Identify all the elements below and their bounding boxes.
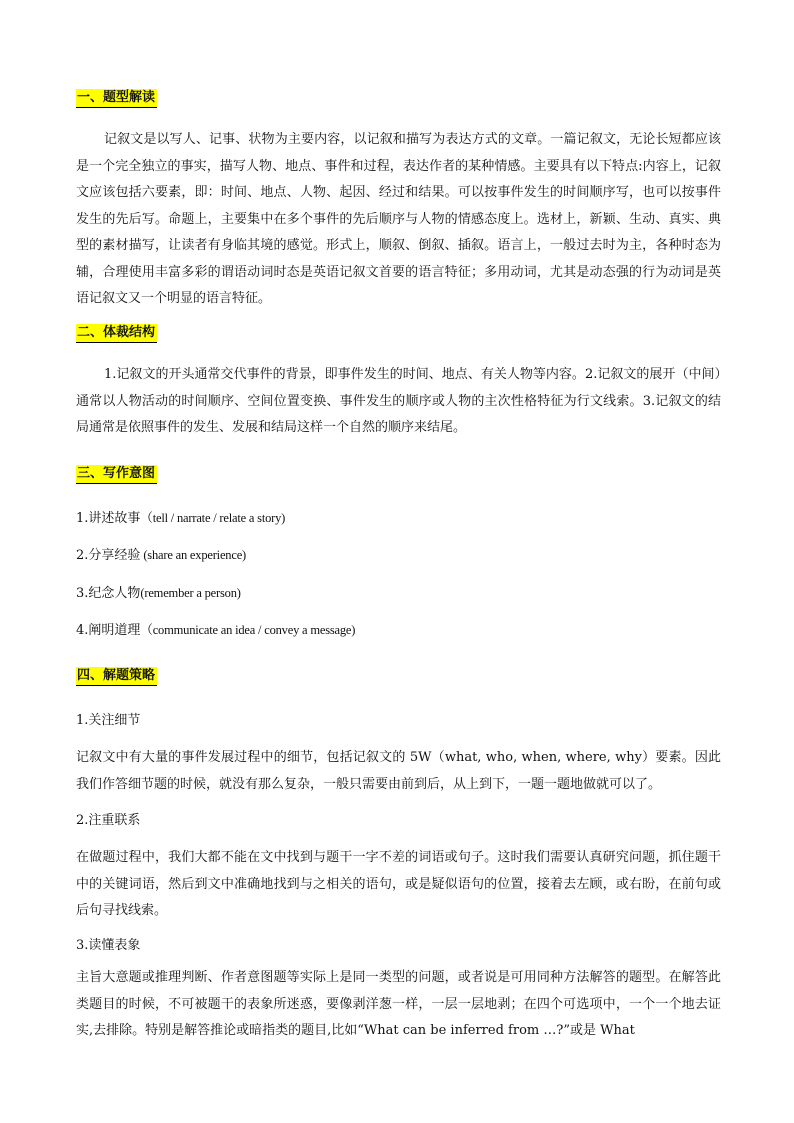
section-heading-1: 一、题型解读 xyxy=(76,89,157,108)
intent-item-1-cn: 1.讲述故事 xyxy=(76,511,141,526)
strategy-sub-1: 1.关注细节 xyxy=(76,713,141,728)
section-heading-3: 三、写作意图 xyxy=(76,465,157,484)
strategy-sub-2-paragraph: 在做题过程中，我们大都不能在文中找到与题干一字不差的词语或句子。这时我们需要认真研究问题，抓住题干中的关键词语，然后到文中准确地找到与之相关的语句，或是疑似语句的位置，接着去左顾，或右盼，在前句或后句寻找线索。 xyxy=(76,850,721,918)
intent-item-4-en: （communicate an idea / convey a message) xyxy=(140,623,356,637)
strategy-sub-3: 3.读懂表象 xyxy=(76,938,141,953)
section-heading-4: 四、解题策略 xyxy=(76,667,157,686)
section-heading-2: 二、体裁结构 xyxy=(76,324,157,343)
intent-item-3 xyxy=(76,583,241,604)
strategy-sub-1-paragraph: 记叙文中有大量的事件发展过程中的细节，包括记叙文的 5W（what, who, when, where, why）要素。因此我们作答细节题的时候，就没有那么复杂，一般只需要由前到后，从上到下，一题一题地做就可以了。 xyxy=(76,750,721,792)
intent-item-4 xyxy=(76,620,355,641)
intent-item-2-cn: 2.分享经验 xyxy=(76,548,141,563)
section-2-paragraph: 1.记叙文的开头通常交代事件的背景，即事件发生的时间、地点、有关人物等内容。2.记叙文的展开（中间）通常以人物活动的时间顺序、空间位置变换、事件发生的顺序或人物的主次性格特征为行文线索。3.记叙文的结局通常是依照事件的发生、发展和结局这样一个自然的顺序来结尾。 xyxy=(76,367,721,435)
intent-item-3-en: (remember a person) xyxy=(140,586,241,600)
strategy-sub-2: 2.注重联系 xyxy=(76,813,141,828)
intent-item-3-cn: 3.纪念人物 xyxy=(76,586,141,601)
intent-item-1 xyxy=(76,508,285,529)
intent-item-2-en: (share an experience) xyxy=(140,548,247,562)
strategy-sub-3-paragraph: 主旨大意题或推理判断、作者意图题等实际上是同一类型的问题，或者说是可用同种方法解答的题型。在解答此类题目的时候，不可被题干的表象所迷惑，要像剥洋葱一样，一层一层地剥；在四个可选项中，一个一个地去证实,去排除。特别是解答推论或暗指类的题目,比如“What can be inferred from …?”或是 What xyxy=(76,970,721,1038)
intent-item-1-en: （tell / narrate / relate a story) xyxy=(140,511,286,525)
intent-item-2 xyxy=(76,545,246,566)
section-1-paragraph: 记叙文是以写人、记事、状物为主要内容，以记叙和描写为表达方式的文章。一篇记叙文，无论长短都应该是一个完全独立的事实，描写人物、地点、事件和过程，表达作者的某种情感。主要具有以下特点:内容上，记叙文应该包括六要素，即：时间、地点、人物、起因、经过和结果。可以按事件发生的时间顺序写，也可以按事件发生的先后写。命题上，主要集中在多个事件的先后顺序与人物的情感态度上。选材上，新颖、生动、真实、典型的素材描写，让读者有身临其境的感觉。形式上，顺叙、倒叙、插叙。语言上，一般过去时为主，各种时态为辅，合理使用丰富多彩的谓语动词时态是英语记叙文首要的语言特征；多用动词，尤其是动态强的行为动词是英语记叙文又一个明显的语言特征。 xyxy=(76,132,721,306)
intent-item-4-cn: 4.阐明道理 xyxy=(76,623,141,638)
